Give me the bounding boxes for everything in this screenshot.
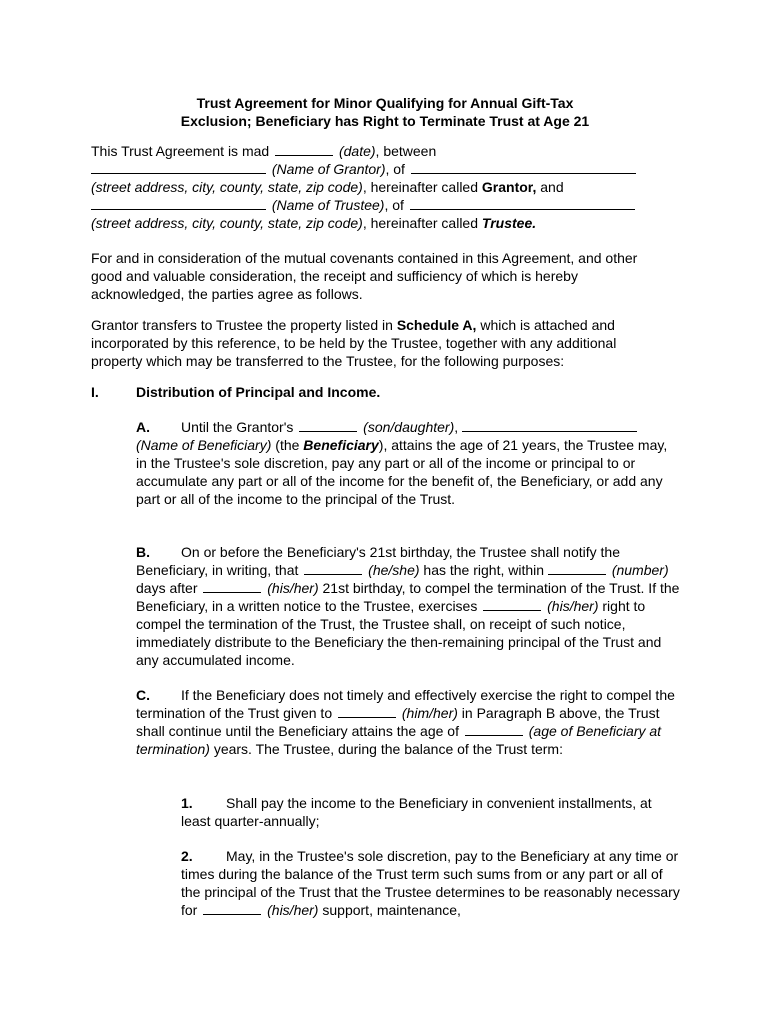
document-title [0,94,770,130]
title-line-2: Exclusion; Beneficiary has Right to Terminate Trust at Age 21 [180,113,590,129]
his-her-blank-1[interactable] [203,580,261,593]
title-line-1: Trust Agreement for Minor Qualifying for Annual Gift-Tax [196,95,574,111]
consideration-paragraph: For and in consideration of the mutual covenants contained in this Agreement, and other good and valuable consideration, the receipt and sufficiency of which is hereby acknowledged, the parties agree as follows. [91,250,638,302]
his-her-blank-2[interactable] [483,598,541,611]
trustee-name-blank[interactable] [91,197,266,210]
date-blank[interactable] [275,143,333,156]
son-daughter-blank[interactable] [299,419,357,432]
grantor-name-blank[interactable] [91,161,266,174]
transfer-paragraph: Grantor transfers to Trustee the property listed in Schedule A, which is attached and incorporated by this reference, to be held by the Trustee, together with any additional property which may be transferred to the Trustee, for the following purposes: [91,317,617,369]
paragraph-b: B. On or before the Beneficiary's 21st birthday, the Trustee shall notify the Beneficiary, in writing, that (he/she) has the right, within (number) days after (his/her) 21st birthday, to compel the termination of the Trust. If the Beneficiary, in a written notice to the Trustee, exercises (his/her) right to compel the termination of the Trust, the Trustee shall, on receipt of such notice, immediately distribute to the Beneficiary the then-remaining principal of the Trust and any accumulated income. [136,544,680,668]
his-her-blank-3[interactable] [203,902,261,915]
item-1: 1. Shall pay the income to the Beneficiary in convenient installments, at least quarter-annually; [181,795,652,829]
paragraph-c: C. If the Beneficiary does not timely and effectively exercise the right to compel the termination of the Trust given to (him/her) in Paragraph B above, the Trust shall continue until the Beneficiary attains the age of (age of Beneficiary at termination) years. The Trustee, during the balance of the Trust term: [136,687,675,757]
trustee-address-blank[interactable] [410,197,635,210]
grantor-address-blank[interactable] [411,161,636,174]
beneficiary-name-blank[interactable] [462,419,637,432]
age-blank[interactable] [465,723,523,736]
him-her-blank[interactable] [338,705,396,718]
number-days-blank[interactable] [548,562,606,575]
section-heading: I. Distribution of Principal and Income. [91,384,381,400]
paragraph-a: A. Until the Grantor's (son/daughter), (Name of Beneficiary) (the Beneficiary), attains the age of 21 years, the Trustee may, in the Trustee's sole discretion, pay any part or all of the income or principal to or accumulate any part or all of the income for the benefit of, the Beneficiary, or add any part or all of the income to the principal of the Trust. [136,419,668,507]
he-she-blank[interactable] [304,562,362,575]
item-2: 2. May, in the Trustee's sole discretion, pay to the Beneficiary at any time or times during the balance of the Trust term such sums from or any part or all of the principal of the Trust that the Trustee determines to be reasonably necessary for (his/her) support, maintenance, [181,848,680,918]
intro-paragraph: This Trust Agreement is mad (date), between (Name of Grantor), of (street address, city, county, state, zip code), hereinafter called Grantor, and (Name of Trustee), of (street address, city, county, state, zip code), hereinafter called Trustee. [91,142,671,232]
